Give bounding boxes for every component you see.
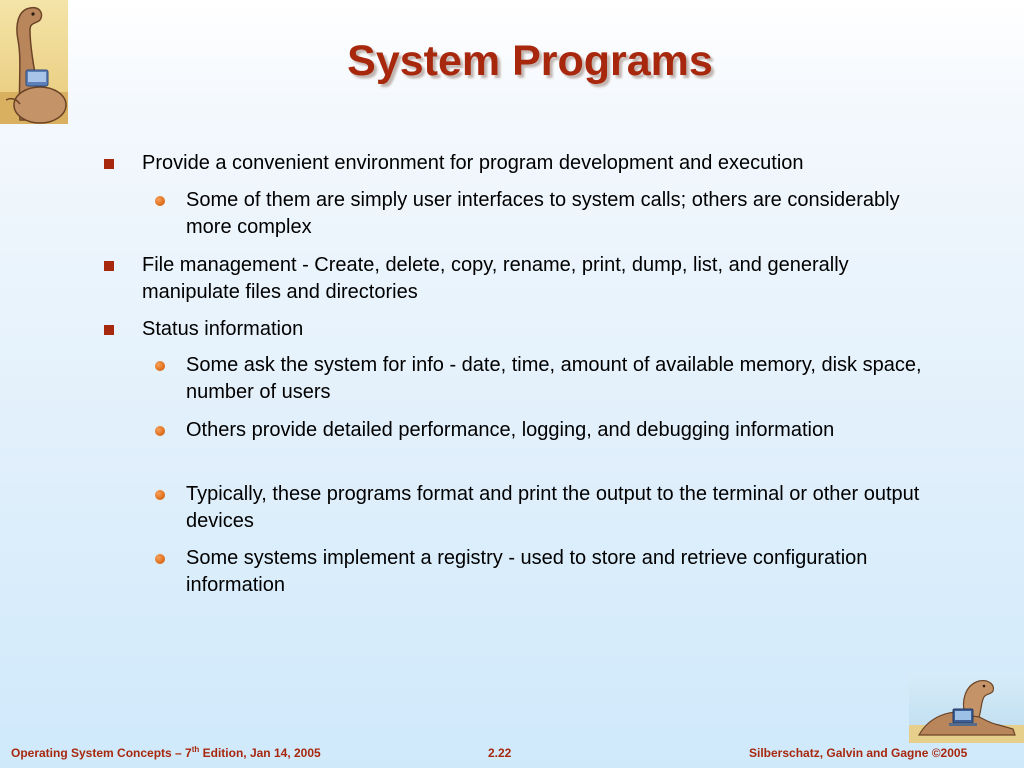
- bullet-text: Provide a convenient environment for program development and execution: [142, 152, 804, 174]
- dinosaur-laptop-icon: [909, 673, 1024, 743]
- bullet-text: Others provide detailed performance, logging, and debugging information: [186, 419, 835, 441]
- list-item: [186, 417, 926, 444]
- list-item: [142, 252, 922, 306]
- bullet-text: Some of them are simply user interfaces to system calls; others are considerably more complex: [186, 189, 900, 238]
- list-item: [186, 481, 926, 535]
- page-title: System Programs: [347, 37, 713, 85]
- bullet-text: File management - Create, delete, copy, rename, print, dump, list, and generally manipulate files and directories: [142, 254, 849, 303]
- bullet-text: Typically, these programs format and print the output to the terminal or other output devices: [186, 483, 920, 532]
- square-bullet-icon: [104, 325, 114, 335]
- round-bullet-icon: [155, 196, 165, 206]
- page-number: 2.22: [488, 746, 512, 760]
- list-item: [142, 316, 922, 343]
- list-item: [186, 187, 926, 241]
- round-bullet-icon: [155, 361, 165, 371]
- square-bullet-icon: [104, 159, 114, 169]
- footer-book-title: Operating System Concepts – 7th Edition, Jan 14, 2005: [11, 745, 321, 760]
- bullet-text: Some ask the system for info - date, time, amount of available memory, disk space, number of users: [186, 354, 922, 403]
- list-item: [186, 352, 926, 406]
- round-bullet-icon: [155, 554, 165, 564]
- square-bullet-icon: [104, 261, 114, 271]
- round-bullet-icon: [155, 490, 165, 500]
- bullet-text: Some systems implement a registry - used to store and retrieve configuration information: [186, 547, 868, 596]
- footer-copyright: Silberschatz, Galvin and Gagne ©2005: [749, 746, 968, 760]
- list-item: [186, 545, 926, 599]
- list-item: [142, 150, 922, 177]
- bullet-text: Status information: [142, 318, 304, 340]
- round-bullet-icon: [155, 426, 165, 436]
